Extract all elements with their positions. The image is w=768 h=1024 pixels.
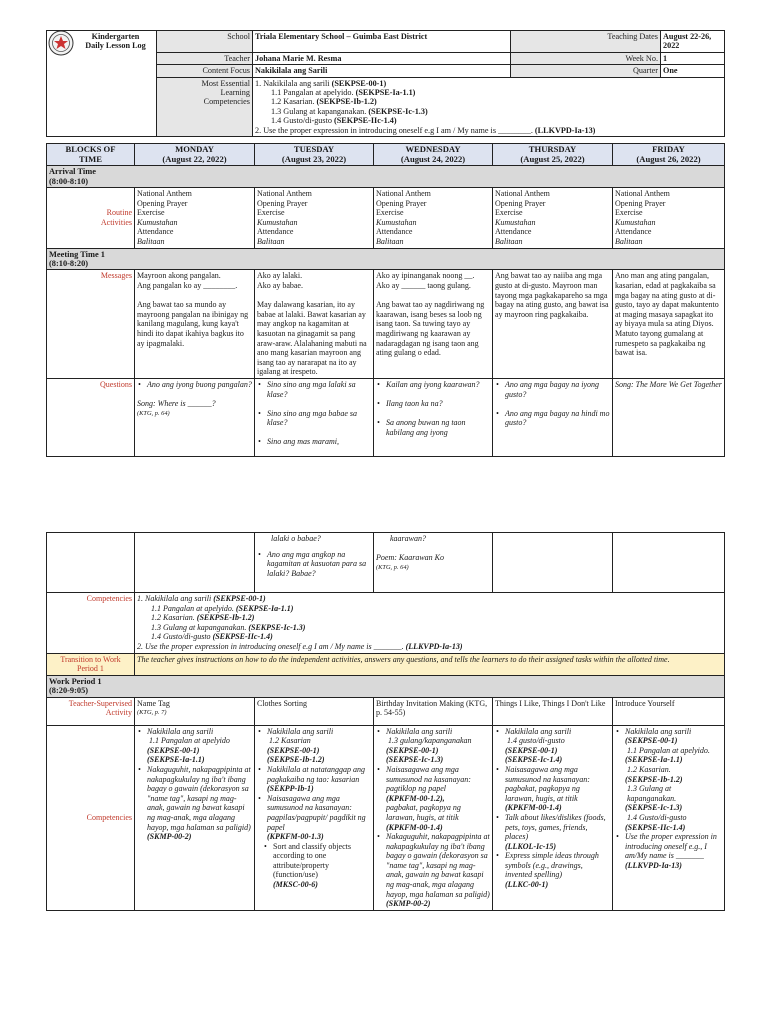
mel-item-1: 1. Nakikilala ang sarili (SEKPSE-00-1) — [255, 78, 387, 88]
monday-header: MONDAY (August 22, 2022) — [135, 144, 255, 166]
continued-tuesday: lalaki o babae? • Ano ang mga angkop na kagamitan at kasuotan para sa lalaki? Babae? — [255, 533, 374, 593]
schedule-table — [46, 143, 725, 457]
mel-label — [157, 77, 253, 136]
continued-thursday — [493, 533, 613, 593]
page-one — [0, 0, 768, 500]
work-period-title: Work Period 1 — [49, 676, 102, 686]
mel-label-3: Competencies — [203, 97, 250, 107]
questions-wednesday: • Kailan ang iyong kaarawan? • Ilang taon ka na? • Sa anong buwan ng taon kabilang ang iyong — [374, 378, 493, 456]
comp-item-1-1: 1.1 Pangalan at apelyido. (SEKPSE-Ia-1.1) — [151, 603, 294, 613]
routine-monday: National Anthem Opening Prayer Exercise Kumustahan Attendance Balitaan — [135, 188, 255, 249]
week-value: 1 — [661, 52, 725, 64]
activity-wednesday: Birthday Invitation Making (KTG, p. 54-55) — [374, 697, 493, 725]
comp-item-1: 1. Nakikilala ang sarili (SEKPSE-00-1) — [137, 594, 266, 603]
dates-label: Teaching Dates — [511, 31, 661, 53]
dates-value: August 22-26, 2022 — [661, 31, 725, 53]
messages-monday: Mayroon akong pangalan. Ang pangalan ko ay ________. Ang bawat tao sa mundo ay mayroong pangalan na ibinigay ng kanilang magulang, kung kaya't hindi ito dapat ikahiya bagkus ito ay ipagmalaki. — [135, 270, 255, 379]
mel-item-1-3: 1.3 Gulang at kapanganakan. (SEKPSE-Ic-1.3) — [271, 106, 428, 116]
activity-tuesday: Clothes Sorting — [255, 697, 374, 725]
teacher-value: Johana Marie M. Resma — [253, 52, 511, 64]
transition-label: Transition to Work Period 1 — [47, 653, 135, 675]
schedule-table-continued — [46, 532, 725, 911]
mel-label-2: Learning — [220, 88, 250, 98]
comp-item-1-4: 1.4 Gusto/di-gusto (SEKPSE-IIc-1.4) — [151, 632, 273, 642]
meeting-section — [47, 248, 725, 270]
comp-item-1-2: 1.2 Kasarian. (SEKPSE-Ib-1.2) — [151, 613, 255, 623]
tuesday-header: TUESDAY (August 23, 2022) — [255, 144, 374, 166]
messages-tuesday: Ako ay lalaki. Ako ay babae. May dalawang kasarian, ito ay babae at lalaki. Bawat kasarian ay may angkop na kagamitan at kasuotan na ginagamit sa pang araw-araw. Alalahaning mabuti na ano mang kasarian mayroon ang isang tao ay nararapat na ito ay igalang at irespeto. — [255, 270, 374, 379]
questions-thursday: • Ano ang mga bagay na iyong gusto? • Ano ang mga bagay na hindi mo gusto? — [493, 378, 613, 456]
activity-thursday: Things I Like, Things I Don't Like — [493, 697, 613, 725]
questions-monday: • Ano ang iyong buong pangalan? Song: Where is ______? (KTG, p. 64) — [135, 378, 255, 456]
comp-item-1-3: 1.3 Gulang at kapanganakan. (SEKPSE-Ic-1.3) — [151, 622, 306, 632]
routine-friday: National Anthem Opening Prayer Exercise Kumustahan Attendance Balitaan — [613, 188, 725, 249]
quarter-label: Quarter — [511, 65, 661, 77]
meeting-time: (8:10-8:20) — [49, 258, 89, 268]
tsa-label: Teacher-Supervised Activity — [47, 697, 135, 725]
page-two — [0, 532, 768, 1024]
title-kindergarten: Kindergarten — [91, 32, 140, 41]
wp-comp-monday: • Nakikilala ang sarili 1.1 Pangalan at apelyido (SEKPSE-00-1) (SEKPSE-Ia-1.1) • Nakaguguhit, nakapagpipinta at nakapagkukulay ng iba't ibang bagay o gawain (dekorasyon sa "name tag", kasapi ng mag-anak, gawain ng bawat kasapi ng mag-anak, mga alagang hayop, mga halaman sa paligid) (SKMP-00-2) — [135, 725, 255, 910]
focus-value: Nakikilala ang Sarili — [253, 65, 511, 77]
mel-label-1: Most Essential — [201, 78, 250, 88]
wp-comp-friday: • Nakikilala ang sarili (SEKPSE-00-1) 1.1 Pangalan at apelyido. (SEKPSE-Ia-1.1) 1.2 Kasarian. (SEKPSE-Ib-1.2) 1.3 Gulang at kapanganakan. (SEKPSE-Ic-1.3) 1.4 Gusto/di-gusto (SEKPSE-IIc-1.4) • Use the proper expression in introducing oneself e.g., I am/My name is _______ (LLKVPD-Ia-13) — [613, 725, 725, 910]
work-period-time: (8:20-9:05) — [49, 686, 89, 696]
blocks-header: BLOCKS OF TIME — [47, 144, 135, 166]
wednesday-header: WEDNESDAY (August 24, 2022) — [374, 144, 493, 166]
routine-thursday: National Anthem Opening Prayer Exercise Kumustahan Attendance Balitaan — [493, 188, 613, 249]
messages-label: Messages — [47, 270, 135, 379]
continued-label-cell — [47, 533, 135, 593]
arrival-time: (8:00-8:10) — [49, 176, 89, 186]
focus-label: Content Focus — [157, 65, 253, 77]
header-table — [46, 30, 725, 137]
messages-thursday: Ang bawat tao ay naiiba ang mga gusto at di-gusto. Mayroon man tayong mga pagkakapareho sa mga bagay na ating gusto, ang bawat isa ay mayroon ring pagkakaiba. — [493, 270, 613, 379]
activity-monday: Name Tag (KTG, p. 7) — [135, 697, 255, 725]
wp-comp-wednesday: • Nakikilala ang sarili 1.3 gulang/kapanganakan (SEKPSE-00-1) (SEKPSE-Ic-1.3) • Naisasagawa ang mga sumusunod na kasanayan: pagtiklop ng papel (KPKFM-00-1.2), pagbakat, pagkopya ng larawan, hugis, at titik (KPKFM-00-1.4) • Nakaguguhit, nakapagpipinta at nakapagkukulay ng iba't ibang bagay o gawain (dekorasyon sa "name tag", kasapi ng mag-anak, gawain ng bawat kasapi ng mag-anak, mga alagang hayop, mga halaman sa paligid) (SKMP-00-2) — [374, 725, 493, 910]
wp-comp-tuesday: • Nakikilala ang sarili 1.2 Kasarian (SEKPSE-00-1) (SEKPSE-Ib-1.2) • Nakikilala at natatanggap ang pagkakaiba ng tao: kasarian (SEKPP-Ib-1) • Naisasagawa ang mga sumusunod na kasanayan: pagpilas/pagpupit/ pagdikit ng papel (KPKFM-00-1.3) • Sort and classify objects according to one attribute/property (function/use) (MKSC-00-6) — [255, 725, 374, 910]
messages-wednesday: Ako ay ipinanganak noong __. Ako ay ______ taong gulang. Ang bawat tao ay nagdiriwang ng kaarawan, isang beses sa loob ng isang taon. Sa tuwing tayo ay magdiriwang ng kaarawan ay nadaragdagan ng isang taon ang ating gulang o edad. — [374, 270, 493, 379]
questions-friday: Song: The More We Get Together — [613, 378, 725, 456]
continued-friday — [613, 533, 725, 593]
comp-item-2: 2. Use the proper expression in introducing oneself e.g I am / My name is _______. (LLKVPD-Ia-13) — [137, 641, 463, 651]
quarter-value: One — [661, 65, 725, 77]
week-label: Week No. — [511, 52, 661, 64]
competencies-label: Competencies — [47, 593, 135, 654]
questions-tuesday: • Sino sino ang mga lalaki sa klase? • Sino sino ang mga babae sa klase? • Sino ang mas marami, — [255, 378, 374, 456]
school-label: School — [157, 31, 253, 53]
mel-item-1-4: 1.4 Gusto/di-gusto (SEKPSE-IIc-1.4) — [271, 116, 397, 126]
arrival-section — [47, 166, 725, 188]
routine-wednesday: National Anthem Opening Prayer Exercise Kumustahan Attendance Balitaan — [374, 188, 493, 249]
routine-tuesday: National Anthem Opening Prayer Exercise Kumustahan Attendance Balitaan — [255, 188, 374, 249]
title-dll: Daily Lesson Log — [85, 41, 146, 51]
messages-friday: Ano man ang ating pangalan, kasarian, edad at pagkakaiba sa mga bagay na ating gusto at di-gusto, tayo ay dapat makuntento at maging masaya sapagkat ito ay biyaya mula sa ating Diyos. Matuto tayong gumalang at rumespeto sa pagkakaiba ng bawat isa. — [613, 270, 725, 379]
activity-friday: Introduce Yourself — [613, 697, 725, 725]
mel-item-1-1: 1.1 Pangalan at apelyido. (SEKPSE-Ia-1.1) — [271, 88, 416, 98]
mel-item-1-2: 1.2 Kasarian. (SEKPSE-Ib-1.2) — [271, 97, 377, 107]
arrival-title: Arrival Time — [49, 167, 96, 177]
meeting-title: Meeting Time 1 — [49, 249, 105, 259]
transition-text: The teacher gives instructions on how to do the independent activities, answers any questions, and tells the learners to do their assigned tasks within the allotted time. — [135, 653, 725, 675]
continued-monday — [135, 533, 255, 593]
friday-header: FRIDAY (August 26, 2022) — [613, 144, 725, 166]
competencies-list — [135, 593, 725, 654]
document-title — [47, 31, 157, 137]
mel-item-2: 2. Use the proper expression in introducing oneself e.g I am / My name is ________. (LLKVPD-Ia-13) — [255, 125, 596, 135]
wp-competencies-label: Competencies — [47, 725, 135, 910]
questions-label: Questions — [47, 378, 135, 456]
teacher-label: Teacher — [157, 52, 253, 64]
continued-wednesday: kaarawan? Poem: Kaarawan Ko (KTG, p. 64) — [374, 533, 493, 593]
routine-label: Routine Activities — [47, 188, 135, 249]
wp-comp-thursday: • Nakikilala ang sarili 1.4 gusto/di-gusto (SEKPSE-00-1) (SEKPSE-Ic-1.4) • Naisasagawa ang mga sumusunod na kasanayan: pagbakat, pagkopya ng larawan, hugis, at titik (KPKFM-00-1.4) • Talk about likes/dislikes (foods, pets, toys, games, friends, places) (LLKOL-Ic-15) • Express simple ideas through symbols (e.g., drawings, invented spelling) (LLKC-00-1) — [493, 725, 613, 910]
mel-list — [253, 77, 725, 136]
thursday-header: THURSDAY (August 25, 2022) — [493, 144, 613, 166]
work-period-section — [47, 675, 725, 697]
school-value: Triala Elementary School – Guimba East District — [253, 31, 511, 53]
